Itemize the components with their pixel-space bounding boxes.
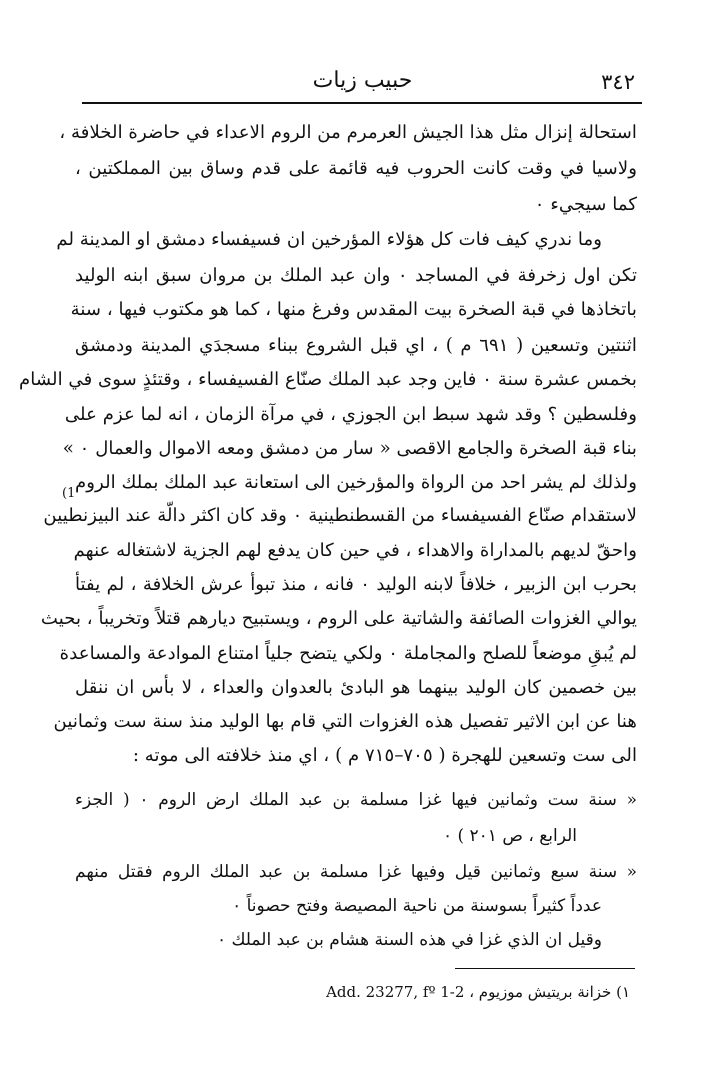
- body-line: ولاسيا في وقت كانت الحروب فيه قائمة على قدم وساق بين المملكتين ،: [75, 158, 637, 179]
- body-line: بناء قبة الصخرة والجامع الاقصى « سار من دمشق ومعه الاموال والعمال ٠ »: [62, 438, 637, 459]
- body-line: بين خصمين كان الوليد بينهما هو البادئ بالعدوان والعداء ، لا بأس ان ننقل: [75, 677, 637, 698]
- page-header: [90, 66, 635, 100]
- footnote-rule: [455, 968, 635, 969]
- body-line: لم يُبقِ موضعاً للصلح والمجاملة ٠ ولكي يتضح جلياً امتناع الموادعة والمساعدة: [59, 643, 637, 664]
- footnote: ١) خزانة بريتيش موزيوم ، Add. 23277, fº 1-2: [326, 983, 630, 1001]
- body-line: كما سيجيء ٠: [534, 194, 637, 215]
- body-line: تكن اول زخرفة في المساجد ٠ وان عبد الملك بن مروان سبق ابنه الوليد: [75, 265, 638, 286]
- body-line: الى ست وتسعين للهجرة ( ٧٠٥–٧١٥ م ) ، اي منذ خلافته الى موته :: [132, 745, 637, 766]
- body-line: اثنتين وتسعين ( ٦٩١ م ) ، اي قبل الشروع ببناء مسجدَي المدينة ودمشق: [75, 335, 637, 356]
- quote-line: « سنة ست وثمانين فيها غزا مسلمة بن عبد الملك ارض الروم ٠ ( الجزء: [75, 790, 637, 810]
- quote-line: الرابع ، ص ٢٠١ ) ٠: [442, 826, 577, 846]
- body-line: وما ندري كيف فات كل هؤلاء المؤرخين ان فسيفساء دمشق او المدينة لم: [56, 229, 602, 250]
- quote-line: « سنة سبع وثمانين قيل وفيها غزا مسلمة بن عبد الملك الروم فقتل منهم: [75, 862, 637, 882]
- running-title: حبيب زيات: [312, 68, 413, 93]
- body-line: باتخاذها في قبة الصخرة بيت المقدس وفرغ منها ، كما هو مكتوب فيها ، سنة: [70, 299, 637, 320]
- body-line: بحرب ابن الزبير ، خلافاً لابنه الوليد ٠ فانه ، منذ تبوأ عرش الخلافة ، لم يفتأ: [75, 574, 637, 595]
- header-rule: [82, 102, 642, 104]
- footnote-marker: (1: [62, 486, 76, 501]
- body-line: استحالة إنزال مثل هذا الجيش العرمرم من الروم الاعداء في حاضرة الخلافة ،: [59, 122, 637, 143]
- body-line: هنا عن ابن الاثير تفصيل هذه الغزوات التي قام بها الوليد منذ سنة ست وثمانين: [53, 711, 637, 732]
- quote-line: وقيل ان الذي غزا في هذه السنة هشام بن عبد الملك ٠: [216, 930, 602, 950]
- body-line: يوالي الغزوات الصائفة والشاتية على الروم ، ويستبيح ديارهم قتلاً وتخريباً ، بحيث: [40, 608, 637, 629]
- body-line: ولذلك لم يشر احد من الرواة والمؤرخين الى استعانة عبد الملك بملك الروم: [75, 472, 637, 493]
- body-line: بخمس عشرة سنة ٠ فاين وجد عبد الملك صنّاع الفسيفساء ، وقتئذٍ سوى في الشام: [19, 369, 637, 390]
- page-number: ٣٤٢: [601, 70, 635, 94]
- body-line: لاستقدام صنّاع الفسيفساء من القسطنطينية ٠ وقد كان اكثر دالّة عند البيزنطيين: [43, 505, 637, 526]
- body-line: وفلسطين ؟ وقد شهد سبط ابن الجوزي ، في مرآة الزمان ، انه لما عزم على: [64, 404, 637, 425]
- body-line: واحقّ لديهم بالمداراة والاهداء ، في حين كان يدفع لهم الجزية لاشتغاله عنهم: [73, 540, 637, 561]
- quote-line: عدداً كثيراً بسوسنة من ناحية المصيصة وفتح حصوناً ٠: [232, 896, 602, 916]
